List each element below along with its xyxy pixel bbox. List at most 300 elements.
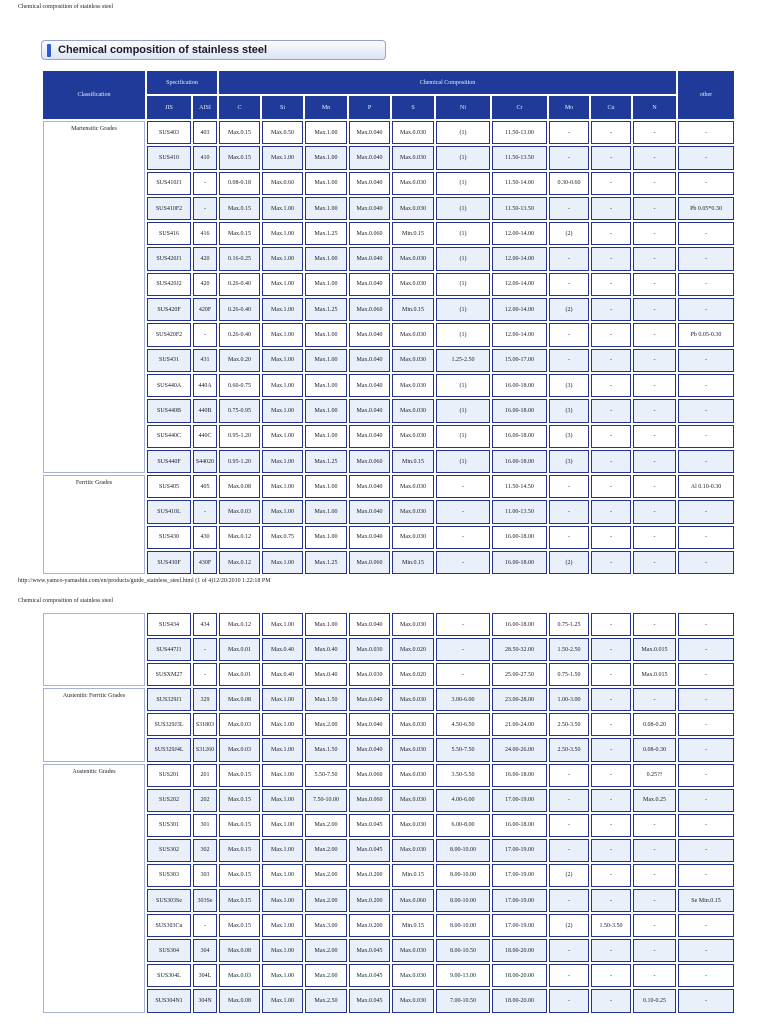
cell-ni: (1) (436, 121, 490, 144)
cell-s: Max.0.030 (392, 500, 434, 523)
cell-mo: 0.75-1.25 (549, 613, 589, 636)
cell-ni: 3.50-5.50 (436, 764, 490, 787)
cell-other: - (678, 172, 734, 195)
header-cu: Cu (591, 96, 631, 119)
cell-mn: Max.1.50 (305, 688, 347, 711)
group-label: Austenitic Ferritic Grades (43, 688, 145, 761)
cell-mn: Max.1.00 (305, 273, 347, 296)
cell-cr: 15.00-17.00 (492, 349, 547, 372)
cell-mn: Max.1.25 (305, 298, 347, 321)
cell-ni: - (436, 500, 490, 523)
cell-jis: SUS303 (147, 864, 191, 887)
cell-n: - (633, 914, 676, 937)
cell-other: - (678, 989, 734, 1012)
cell-ni: (1) (436, 399, 490, 422)
cell-p: Max.0.045 (349, 989, 390, 1012)
cell-jis: SUS304L (147, 964, 191, 987)
cell-mn: Max.1.25 (305, 222, 347, 245)
cell-aisi: 440B (193, 399, 217, 422)
table-row (43, 764, 734, 787)
cell-n: - (633, 146, 676, 169)
cell-jis: SUS420J2 (147, 273, 191, 296)
cell-n: - (633, 197, 676, 220)
cell-mo: - (549, 475, 589, 498)
cell-other: Se Min.0.15 (678, 889, 734, 912)
cell-other: - (678, 425, 734, 448)
cell-n: - (633, 349, 676, 372)
cell-jis: SUS304 (147, 939, 191, 962)
cell-si: Max.1.00 (262, 713, 303, 736)
table-row (43, 247, 734, 270)
cell-cu: - (591, 475, 631, 498)
cell-si: Max.1.00 (262, 197, 303, 220)
cell-other: - (678, 121, 734, 144)
cell-other: - (678, 374, 734, 397)
cell-p: Max.0.040 (349, 475, 390, 498)
cell-s: Max.0.030 (392, 814, 434, 837)
cell-aisi: 440C (193, 425, 217, 448)
cell-cu: - (591, 247, 631, 270)
table-row (43, 197, 734, 220)
cell-ni: (1) (436, 323, 490, 346)
cell-c: 0.95-1.20 (219, 450, 260, 473)
cell-cr: 12.00-14.00 (492, 222, 547, 245)
cell-mo: (2) (549, 864, 589, 887)
cell-c: Max.0.15 (219, 789, 260, 812)
cell-ni: - (436, 526, 490, 549)
table-row (43, 713, 734, 736)
cell-s: Min.0.15 (392, 298, 434, 321)
table-row (43, 964, 734, 987)
cell-cr: 18.00-20.00 (492, 939, 547, 962)
cell-mo: 0.30-0.60 (549, 172, 589, 195)
cell-p: Max.0.040 (349, 500, 390, 523)
cell-s: Max.0.030 (392, 425, 434, 448)
cell-aisi: - (193, 663, 217, 686)
cell-mo: - (549, 526, 589, 549)
cell-si: Max.1.00 (262, 298, 303, 321)
cell-si: Max.1.00 (262, 500, 303, 523)
cell-s: Max.0.030 (392, 764, 434, 787)
header-si: Si (262, 96, 303, 119)
cell-ni: (1) (436, 197, 490, 220)
cell-n: - (633, 889, 676, 912)
cell-s: Max.0.030 (392, 247, 434, 270)
cell-ni: 4.50-6.50 (436, 713, 490, 736)
cell-cu: - (591, 273, 631, 296)
cell-ni: (1) (436, 247, 490, 270)
cell-mn: Max.1.00 (305, 323, 347, 346)
cell-si: Max.1.00 (262, 475, 303, 498)
cell-other: - (678, 500, 734, 523)
cell-ni: - (436, 613, 490, 636)
cell-p: Max.0.040 (349, 713, 390, 736)
cell-s: Max.0.030 (392, 613, 434, 636)
cell-c: 0.08-0.18 (219, 172, 260, 195)
cell-n: Max.0.25 (633, 789, 676, 812)
cell-cu: - (591, 638, 631, 661)
cell-si: Max.1.00 (262, 889, 303, 912)
cell-ni: (1) (436, 425, 490, 448)
cell-c: Max.0.08 (219, 475, 260, 498)
cell-n: Max.0.015 (633, 663, 676, 686)
cell-cu: - (591, 450, 631, 473)
cell-si: Max.1.00 (262, 964, 303, 987)
cell-c: Max.0.12 (219, 613, 260, 636)
cell-mo: - (549, 500, 589, 523)
cell-mo: 1.00-3.00 (549, 688, 589, 711)
cell-cr: 12.00-14.00 (492, 298, 547, 321)
cell-cr: 11.00-13.50 (492, 500, 547, 523)
cell-mn: Max.1.00 (305, 475, 347, 498)
cell-aisi: 304L (193, 964, 217, 987)
cell-p: Max.0.200 (349, 864, 390, 887)
cell-jis: SUS440F (147, 450, 191, 473)
cell-aisi: - (193, 197, 217, 220)
cell-mo: (3) (549, 399, 589, 422)
cell-ni: 8.00-10.00 (436, 864, 490, 887)
cell-other: - (678, 349, 734, 372)
cell-mo: - (549, 889, 589, 912)
table-row (43, 663, 734, 686)
cell-n: - (633, 551, 676, 574)
section-title-box (41, 40, 386, 60)
header-cr: Cr (492, 96, 547, 119)
header-classification: Classification (43, 71, 145, 119)
cell-mn: Max.1.00 (305, 500, 347, 523)
cell-mo: (2) (549, 298, 589, 321)
table-row (43, 551, 734, 574)
cell-jis: SUS447J1 (147, 638, 191, 661)
table-row (43, 613, 734, 636)
cell-ni: 5.50-7.50 (436, 738, 490, 761)
cell-c: Max.0.12 (219, 526, 260, 549)
cell-other: - (678, 738, 734, 761)
cell-ni: 1.25-2.50 (436, 349, 490, 372)
cell-aisi: 303Se (193, 889, 217, 912)
cell-other: - (678, 399, 734, 422)
cell-jis: SUS440B (147, 399, 191, 422)
cell-c: Max.0.15 (219, 764, 260, 787)
cell-cr: 17.00-19.00 (492, 789, 547, 812)
cell-mo: - (549, 814, 589, 837)
cell-mo: - (549, 789, 589, 812)
cell-p: Max.0.040 (349, 273, 390, 296)
cell-aisi: 430 (193, 526, 217, 549)
cell-other: - (678, 146, 734, 169)
cell-c: Max.0.03 (219, 964, 260, 987)
cell-aisi: S31260 (193, 738, 217, 761)
cell-other: - (678, 247, 734, 270)
cell-other: - (678, 222, 734, 245)
cell-si: Max.1.00 (262, 789, 303, 812)
cell-jis: SUS430 (147, 526, 191, 549)
cell-aisi: - (193, 172, 217, 195)
cell-other: Pb 0.05*0.30 (678, 197, 734, 220)
cell-s: Max.0.030 (392, 526, 434, 549)
table-row (43, 989, 734, 1012)
cell-cu: - (591, 738, 631, 761)
cell-ni: (1) (436, 450, 490, 473)
table-row (43, 121, 734, 144)
cell-mn: Max.1.00 (305, 526, 347, 549)
cell-aisi: S44020 (193, 450, 217, 473)
cell-cu: - (591, 526, 631, 549)
cell-p: Max.0.040 (349, 146, 390, 169)
cell-jis: SUS434 (147, 613, 191, 636)
table-row (43, 814, 734, 837)
cell-mo: 2.50-3.50 (549, 713, 589, 736)
cell-mn: Max.2.00 (305, 839, 347, 862)
cell-aisi: 304N (193, 989, 217, 1012)
cell-other: - (678, 638, 734, 661)
cell-c: Max.0.15 (219, 889, 260, 912)
cell-cu: - (591, 349, 631, 372)
cell-mo: 0.75-1.50 (549, 663, 589, 686)
cell-c: 0.75-0.95 (219, 399, 260, 422)
cell-cr: 11.50-13.50 (492, 146, 547, 169)
cell-aisi: 410 (193, 146, 217, 169)
cell-n: - (633, 425, 676, 448)
cell-p: Max.0.200 (349, 914, 390, 937)
cell-other: - (678, 814, 734, 837)
cell-other: - (678, 450, 734, 473)
cell-other: - (678, 764, 734, 787)
cell-si: Max.1.00 (262, 764, 303, 787)
print-header: Chemical composition of stainless steel (18, 4, 113, 10)
cell-si: Max.1.00 (262, 323, 303, 346)
group-label: Austenitic Grades (43, 764, 145, 1013)
cell-cr: 11.50-13.50 (492, 197, 547, 220)
table-row (43, 939, 734, 962)
cell-other: - (678, 789, 734, 812)
header-chemical-composition: Chemical Composition (219, 71, 676, 94)
cell-s: Min.0.15 (392, 914, 434, 937)
cell-mo: - (549, 964, 589, 987)
cell-mn: Max.1.00 (305, 197, 347, 220)
cell-mo: (3) (549, 425, 589, 448)
cell-mo: - (549, 273, 589, 296)
cell-jis: SUS420F (147, 298, 191, 321)
cell-p: Max.0.060 (349, 298, 390, 321)
cell-cu: - (591, 764, 631, 787)
cell-s: Max.0.030 (392, 121, 434, 144)
cell-si: Max.1.00 (262, 688, 303, 711)
cell-s: Min.0.15 (392, 551, 434, 574)
print-footer-url: http://www.yamco-yamashin.com/en/products/guide_stainless_steel.html (1 of 4)12/20/2010 1:22:18 PM (18, 578, 271, 584)
cell-mn: Max.1.25 (305, 450, 347, 473)
cell-si: Max.1.00 (262, 247, 303, 270)
cell-mn: Max.1.00 (305, 247, 347, 270)
table-row (43, 526, 734, 549)
cell-cr: 12.00-14.00 (492, 273, 547, 296)
cell-cr: 16.00-18.00 (492, 551, 547, 574)
cell-si: Max.1.00 (262, 839, 303, 862)
table-row (43, 864, 734, 887)
cell-cu: - (591, 814, 631, 837)
cell-cr: 18.00-20.00 (492, 964, 547, 987)
cell-mo: 1.50-2.50 (549, 638, 589, 661)
cell-c: Max.0.15 (219, 864, 260, 887)
cell-c: Max.0.20 (219, 349, 260, 372)
cell-cr: 24.00-26.00 (492, 738, 547, 761)
cell-p: Max.0.060 (349, 222, 390, 245)
cell-n: 0.08-0.30 (633, 738, 676, 761)
cell-cu: - (591, 551, 631, 574)
cell-cr: 21.00-24.00 (492, 713, 547, 736)
table-row (43, 914, 734, 937)
cell-ni: (1) (436, 146, 490, 169)
cell-aisi: 301 (193, 814, 217, 837)
cell-n: - (633, 475, 676, 498)
cell-jis: SUS440A (147, 374, 191, 397)
cell-si: Max.1.00 (262, 914, 303, 937)
cell-n: - (633, 526, 676, 549)
cell-si: Max.1.00 (262, 399, 303, 422)
cell-other: - (678, 613, 734, 636)
cell-p: Max.0.060 (349, 764, 390, 787)
cell-n: - (633, 939, 676, 962)
cell-s: Max.0.020 (392, 663, 434, 686)
cell-cr: 16.00-18.00 (492, 764, 547, 787)
cell-s: Max.0.030 (392, 789, 434, 812)
cell-c: Max.0.15 (219, 197, 260, 220)
cell-p: Max.0.040 (349, 374, 390, 397)
cell-si: Max.1.00 (262, 425, 303, 448)
cell-mn: Max.2.00 (305, 939, 347, 962)
cell-jis: SUS416 (147, 222, 191, 245)
cell-c: Max.0.15 (219, 814, 260, 837)
cell-aisi: 430F (193, 551, 217, 574)
cell-c: Max.0.15 (219, 839, 260, 862)
cell-c: Max.0.03 (219, 738, 260, 761)
cell-c: 0.60-0.75 (219, 374, 260, 397)
cell-cr: 16.00-18.00 (492, 814, 547, 837)
cell-p: Max.0.040 (349, 172, 390, 195)
cell-si: Max.1.00 (262, 551, 303, 574)
cell-cu: - (591, 789, 631, 812)
cell-si: Max.1.00 (262, 146, 303, 169)
cell-mn: Max.2.00 (305, 713, 347, 736)
cell-c: Max.0.08 (219, 688, 260, 711)
cell-p: Max.0.040 (349, 197, 390, 220)
cell-mn: Max.1.00 (305, 172, 347, 195)
cell-cu: - (591, 500, 631, 523)
cell-mn: Max.1.25 (305, 551, 347, 574)
cell-mn: Max.1.00 (305, 121, 347, 144)
cell-jis: SUS410 (147, 146, 191, 169)
cell-cr: 12.00-14.00 (492, 323, 547, 346)
cell-s: Max.0.020 (392, 638, 434, 661)
cell-s: Max.0.030 (392, 146, 434, 169)
cell-aisi: 304 (193, 939, 217, 962)
cell-mn: Max.0.40 (305, 638, 347, 661)
table-row (43, 273, 734, 296)
cell-si: Max.1.00 (262, 864, 303, 887)
cell-p: Max.0.200 (349, 889, 390, 912)
cell-c: Max.0.08 (219, 939, 260, 962)
cell-p: Max.0.045 (349, 939, 390, 962)
table-row (43, 500, 734, 523)
page-title: Chemical composition of stainless steel (58, 44, 268, 56)
cell-mn: Max.1.00 (305, 349, 347, 372)
cell-mo: (2) (549, 551, 589, 574)
cell-cr: 25.00-27.50 (492, 663, 547, 686)
cell-p: Max.0.040 (349, 526, 390, 549)
cell-c: Max.0.15 (219, 146, 260, 169)
cell-cu: - (591, 964, 631, 987)
table-row (43, 298, 734, 321)
cell-jis: SUS304N1 (147, 989, 191, 1012)
cell-aisi: 434 (193, 613, 217, 636)
cell-jis: SUS410L (147, 500, 191, 523)
cell-s: Max.0.030 (392, 273, 434, 296)
cell-n: - (633, 323, 676, 346)
cell-other: Pb 0.05-0.30 (678, 323, 734, 346)
cell-si: Max.0.60 (262, 172, 303, 195)
header-specification: Specification (147, 71, 217, 94)
cell-si: Max.1.00 (262, 349, 303, 372)
cell-mn: Max.1.00 (305, 425, 347, 448)
cell-aisi: - (193, 323, 217, 346)
cell-n: - (633, 500, 676, 523)
cell-mo: - (549, 349, 589, 372)
cell-cu: - (591, 613, 631, 636)
cell-n: - (633, 688, 676, 711)
header-mn: Mn (305, 96, 347, 119)
cell-n: - (633, 613, 676, 636)
cell-s: Max.0.060 (392, 889, 434, 912)
cell-jis: SUS410J1 (147, 172, 191, 195)
table-row (43, 374, 734, 397)
cell-jis: SUS303Se (147, 889, 191, 912)
table-row (43, 323, 734, 346)
cell-other: - (678, 551, 734, 574)
cell-cu: - (591, 197, 631, 220)
cell-ni: 8.00-10.50 (436, 939, 490, 962)
cell-p: Max.0.040 (349, 323, 390, 346)
cell-cr: 16.00-18.00 (492, 526, 547, 549)
cell-cu: - (591, 989, 631, 1012)
cell-jis: SUS202 (147, 789, 191, 812)
cell-aisi: 303 (193, 864, 217, 887)
cell-p: Max.0.040 (349, 399, 390, 422)
cell-mo: (3) (549, 450, 589, 473)
table-row (43, 638, 734, 661)
cell-aisi: 329 (193, 688, 217, 711)
cell-ni: (1) (436, 172, 490, 195)
cell-mo: (2) (549, 914, 589, 937)
cell-other: - (678, 914, 734, 937)
cell-aisi: - (193, 500, 217, 523)
cell-p: Max.0.060 (349, 551, 390, 574)
composition-table-page2 (41, 611, 736, 1015)
cell-p: Max.0.045 (349, 839, 390, 862)
cell-mo: - (549, 323, 589, 346)
header-mo: Mo (549, 96, 589, 119)
cell-cu: - (591, 663, 631, 686)
cell-aisi: 420F (193, 298, 217, 321)
cell-p: Max.0.040 (349, 425, 390, 448)
cell-ni: (1) (436, 374, 490, 397)
cell-c: 0.26-0.40 (219, 323, 260, 346)
cell-si: Max.1.00 (262, 450, 303, 473)
cell-aisi: S31803 (193, 713, 217, 736)
cell-c: 0.26-0.40 (219, 298, 260, 321)
cell-s: Max.0.030 (392, 713, 434, 736)
cell-cr: 18.00-20.00 (492, 989, 547, 1012)
cell-si: Max.1.00 (262, 613, 303, 636)
